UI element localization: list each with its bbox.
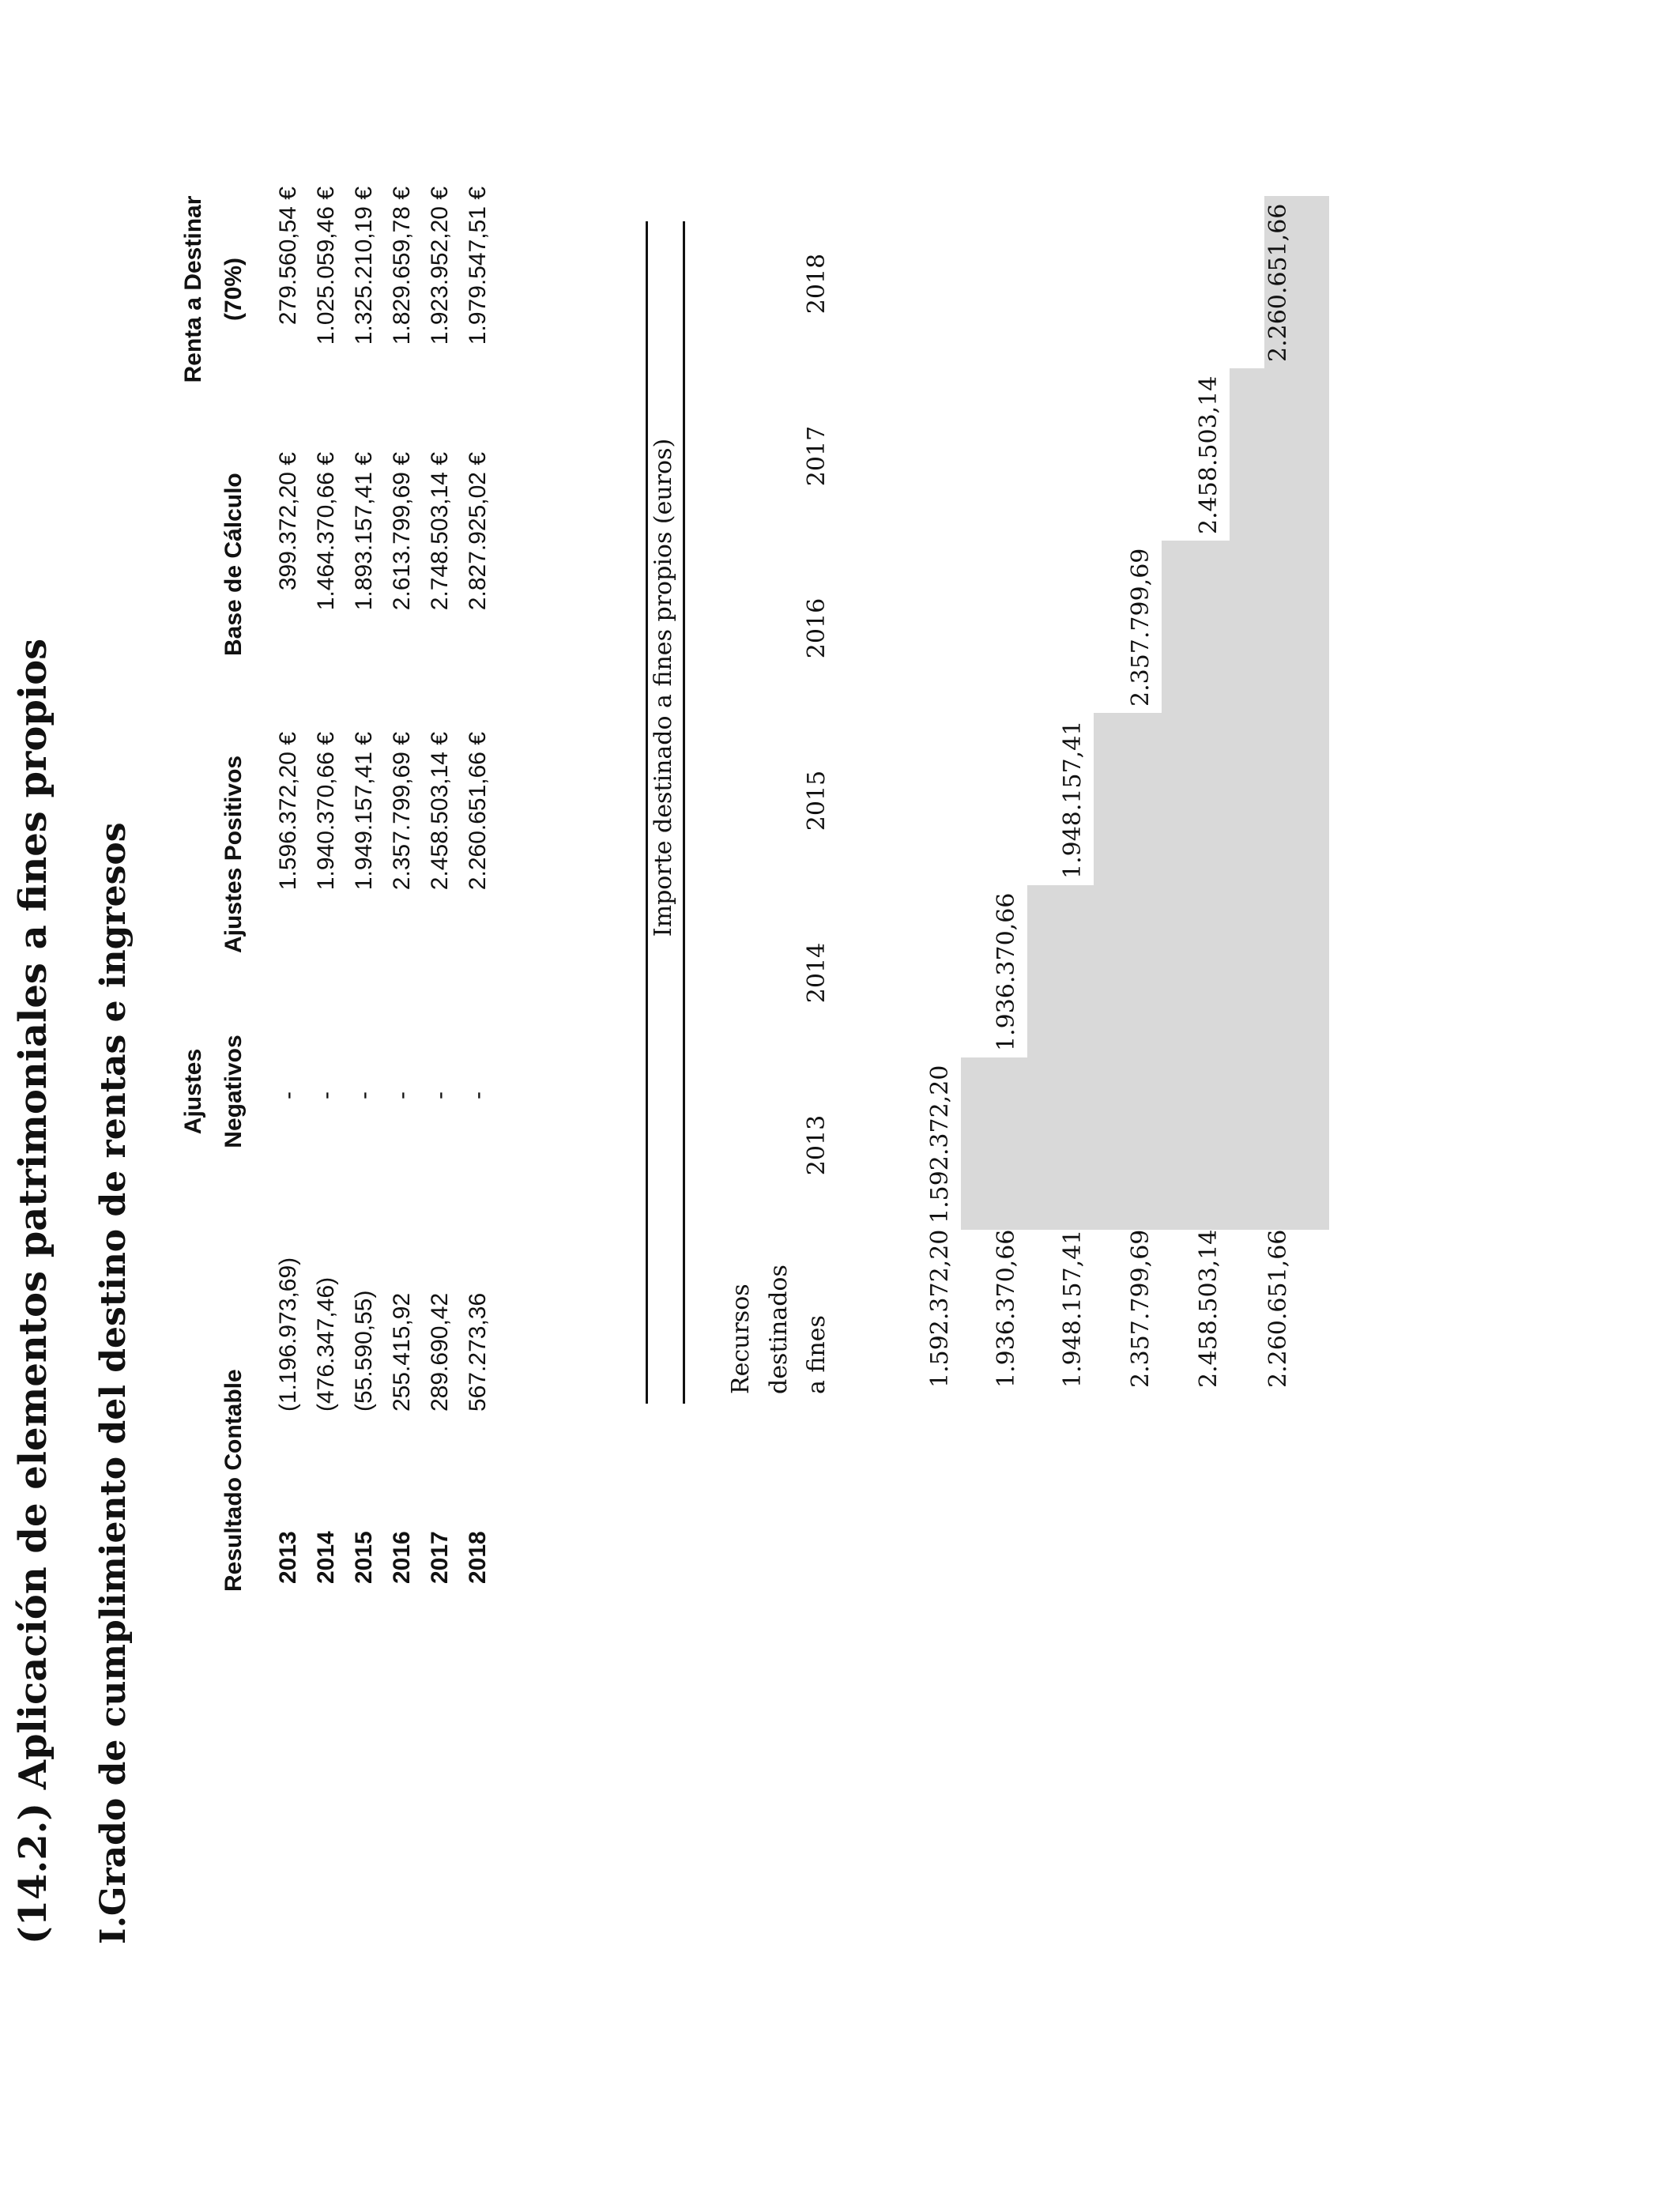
row-renta: 1.923.952,20 € — [427, 187, 453, 345]
row-year: 2017 — [427, 1531, 453, 1584]
header-renta-1: Renta a Destinar — [180, 195, 206, 383]
recursos-value: 1.948.157,41 — [1059, 1229, 1087, 1388]
importe-value: 1.592.372,20 — [926, 1065, 954, 1223]
recursos-value: 1.936.370,66 — [993, 1229, 1020, 1388]
header-base: Base de Cálculo — [220, 473, 247, 656]
importe-value: 2.260.651,66 — [1264, 203, 1292, 362]
year-column-header: 2016 — [803, 598, 831, 659]
row-ajustes-neg: - — [427, 1091, 453, 1099]
row-ajustes-pos: 1.596.372,20 € — [275, 732, 301, 891]
header-ajustes-neg-2: Negativos — [220, 1035, 247, 1148]
row-resultado: (1.196.973,69) — [275, 1257, 301, 1412]
bottom-rule — [683, 221, 685, 1404]
recursos-label-3: a fines — [803, 1315, 831, 1394]
header-resultado: Resultado Contable — [220, 1369, 247, 1592]
importe-value: 2.458.503,14 — [1195, 375, 1222, 534]
header-ajustes-neg-1: Ajustes — [180, 1048, 206, 1135]
row-resultado: (476.347,46) — [313, 1276, 339, 1412]
shaded-cell — [1162, 541, 1329, 713]
row-renta: 1.025.059,46 € — [313, 187, 339, 345]
row-ajustes-pos: 1.949.157,41 € — [351, 732, 377, 891]
year-column-header: 2018 — [803, 253, 831, 315]
row-renta: 1.979.547,51 € — [465, 187, 491, 345]
row-ajustes-neg: - — [275, 1091, 301, 1099]
recursos-value: 2.260.651,66 — [1264, 1229, 1292, 1388]
year-column-header: 2017 — [803, 425, 831, 487]
year-column-header: 2014 — [803, 942, 831, 1004]
row-ajustes-neg: - — [313, 1091, 339, 1099]
shaded-cell — [961, 1057, 1329, 1230]
top-rule — [646, 221, 648, 1404]
row-year: 2014 — [313, 1531, 339, 1584]
row-ajustes-neg: - — [351, 1091, 377, 1099]
row-ajustes-neg: - — [465, 1091, 491, 1099]
header-ajustes-pos: Ajustes Positivos — [220, 755, 247, 953]
header-renta-2: (70%) — [220, 257, 247, 322]
row-resultado: (55.590,55) — [351, 1290, 377, 1412]
shaded-cell — [1094, 713, 1329, 885]
page-title: (14.2.) Aplicación de elementos patrimoniales a fines propios — [11, 638, 55, 1944]
row-year: 2016 — [389, 1531, 415, 1584]
shaded-cell — [1027, 885, 1329, 1057]
row-year: 2015 — [351, 1531, 377, 1584]
row-base: 2.748.503,14 € — [427, 452, 453, 611]
year-column-header: 2013 — [803, 1114, 831, 1176]
importe-value: 2.357.799,69 — [1127, 548, 1155, 707]
row-year: 2018 — [465, 1531, 491, 1584]
recursos-value: 2.357.799,69 — [1127, 1229, 1155, 1388]
importe-value: 1.948.157,41 — [1059, 720, 1087, 879]
row-ajustes-pos: 1.940.370,66 € — [313, 732, 339, 891]
row-ajustes-pos: 2.458.503,14 € — [427, 732, 453, 891]
row-base: 399.372,20 € — [275, 452, 301, 591]
row-resultado: 289.690,42 — [427, 1292, 453, 1412]
row-resultado: 567.273,36 — [465, 1292, 491, 1412]
importe-value: 1.936.370,66 — [993, 892, 1020, 1051]
recursos-value: 2.458.503,14 — [1195, 1229, 1222, 1388]
row-base: 2.827.925,02 € — [465, 452, 491, 611]
recursos-value: 1.592.372,20 — [926, 1229, 954, 1388]
row-base: 1.893.157,41 € — [351, 452, 377, 611]
row-base: 1.464.370,66 € — [313, 452, 339, 611]
row-ajustes-pos: 2.260.651,66 € — [465, 732, 491, 891]
row-ajustes-pos: 2.357.799,69 € — [389, 732, 415, 891]
recursos-label-2: destinados — [765, 1265, 793, 1394]
row-renta: 279.560,54 € — [275, 187, 301, 326]
row-ajustes-neg: - — [389, 1091, 415, 1099]
table2-header: Importe destinado a fines propios (euros) — [650, 438, 677, 937]
row-renta: 1.325.210,19 € — [351, 187, 377, 345]
section-title: I.Grado de cumplimiento del destino de rentas e ingresos — [93, 822, 134, 1944]
year-column-header: 2015 — [803, 770, 831, 831]
row-resultado: 255.415,92 — [389, 1292, 415, 1412]
row-year: 2013 — [275, 1531, 301, 1584]
row-base: 2.613.799,69 € — [389, 452, 415, 611]
shaded-cell — [1230, 368, 1329, 541]
row-renta: 1.829.659,78 € — [389, 187, 415, 345]
recursos-label-1: Recursos — [727, 1284, 755, 1394]
